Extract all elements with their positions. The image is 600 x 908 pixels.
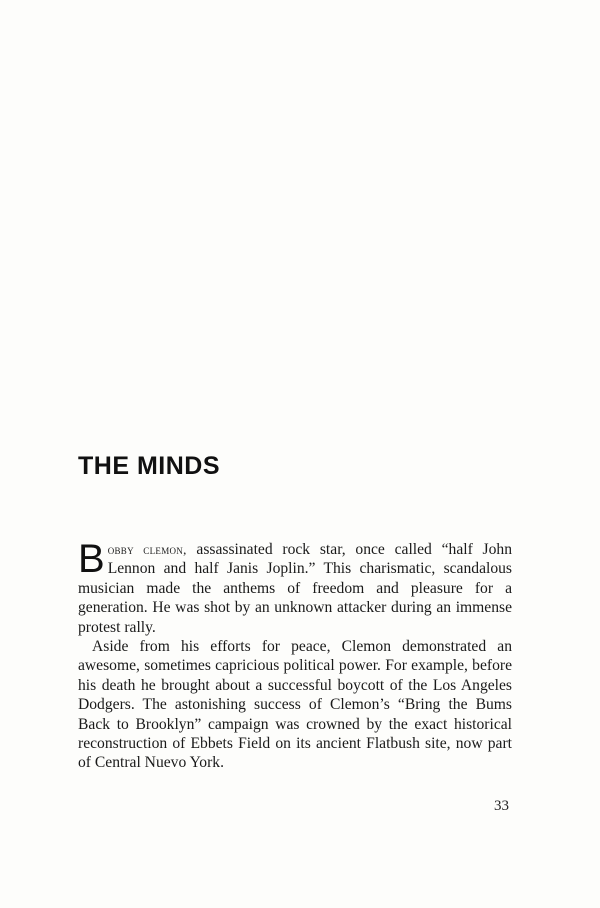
page-number: 33 [494, 798, 509, 814]
chapter-heading: THE MINDS [78, 452, 220, 480]
small-caps-lead: obby clemon, [107, 542, 187, 557]
body-text [78, 537, 512, 773]
paragraph-2: Aside from his efforts for peace, Clemon demonstrated an awesome, sometimes capricious political power. For example, before his death he brought about a successful boycott of the Los Angeles Dodgers. The astonishing success of Clemon’s “Bring the Bums Back to Brooklyn” campaign was crowned by the exact historical reconstruction of Ebbets Field on its ancient Flatbush site, now part of Central Nuevo York. [78, 638, 512, 772]
paragraph-1-text: assassinated rock star, once called “half John Lennon and half Janis Joplin.” This charismatic, scandalous musician made the anthems of freedom and pleasure for a generation. He was shot by an unknown attacker during an immense protest rally. [78, 541, 512, 636]
drop-cap: B [78, 537, 105, 581]
paragraph-1 [78, 537, 512, 637]
